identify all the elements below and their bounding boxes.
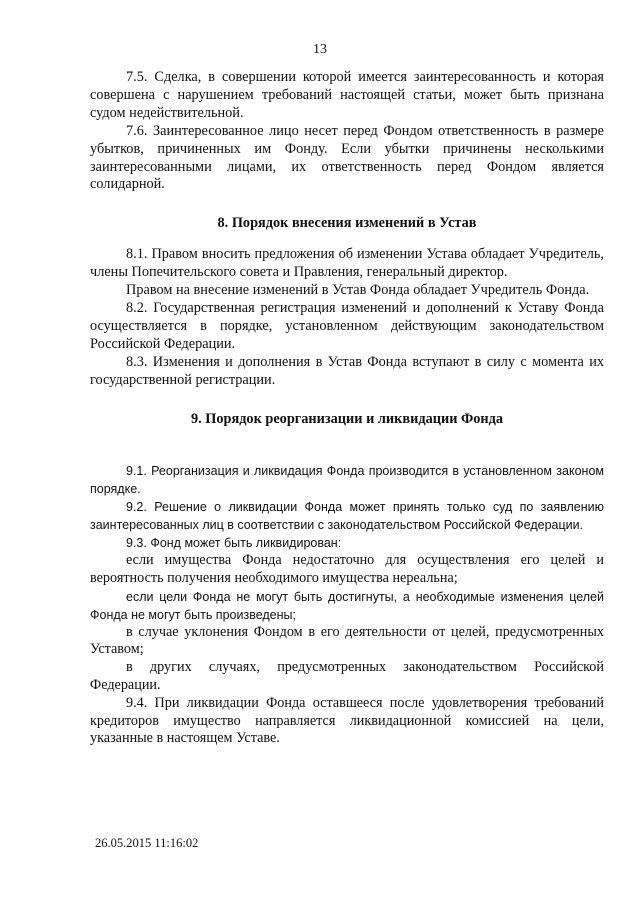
paragraph-9-1: 9.1. Реорганизация и ликвидация Фонда производится в установленном законом порядке. [90,464,604,496]
paragraph-9-3-d: в других случаях, предусмотренных законодательством Российской Федерации. [90,659,604,693]
paragraph-7-6: 7.6. Заинтересованное лицо несет перед Фондом ответственность в размере убытков, причиненных им Фонду. Если убытки причинены несколькими заинтересованными лицами, их ответственность перед Фондом является солидарной. [90,122,604,193]
section-9-heading: 9. Порядок реорганизации и ликвидации Фонда [190,410,504,427]
paragraph-8-3: 8.3. Изменения и дополнения в Устав Фонда вступают в силу с момента их государственной регистрации. [90,353,604,388]
paragraph-9-4: 9.4. При ликвидации Фонда оставшееся после удовлетворения требований кредиторов имущество направляется ликвидационной комиссией на цели, указанные в настоящем Уставе. [90,694,604,747]
paragraph-9-3-b: если цели Фонда не могут быть достигнуты, а необходимые изменения целей Фонда не могут быть произведены; [90,589,604,622]
paragraph-8-1-cont: Правом на внесение изменений в Устав Фонда обладает Учредитель Фонда. [126,282,590,299]
paragraph-9-3-a: если имущества Фонда недостаточно для осуществления его целей и вероятность получения необходимого имущества нереальна; [90,552,604,586]
document-body [90,69,604,428]
page-number: 13 [313,42,327,57]
paragraph-8-1: 8.1. Правом вносить предложения об изменении Устава обладает Учредитель, члены Попечительского совета и Правления, генеральный директор. [90,246,604,281]
paragraph-7-5: 7.5. Сделка, в совершении которой имеется заинтересованность и которая совершена с нарушением требований настоящей статьи, может быть признана судом недействительной. [90,69,604,121]
paragraph-8-2: 8.2. Государственная регистрация изменений и дополнений к Уставу Фонда осуществляется в порядке, установленном действующим законодательством Российской Федерации. [90,300,604,352]
section-8-heading: 8. Порядок внесения изменений в Устав [217,215,477,232]
paragraph-9-3-c: в случае уклонения Фондом в его деятельности от целей, предусмотренных Уставом; [90,623,604,658]
paragraph-9-2: 9.2. Решение о ликвидации Фонда может принять только суд по заявлению заинтересованных лиц в соответствии с законодательством Российской Федерации. [90,500,604,532]
paragraph-9-3: 9.3. Фонд может быть ликвидирован: [126,536,342,550]
footer-timestamp: 26.05.2015 11:16:02 [95,836,199,850]
section-9-body [90,462,604,748]
